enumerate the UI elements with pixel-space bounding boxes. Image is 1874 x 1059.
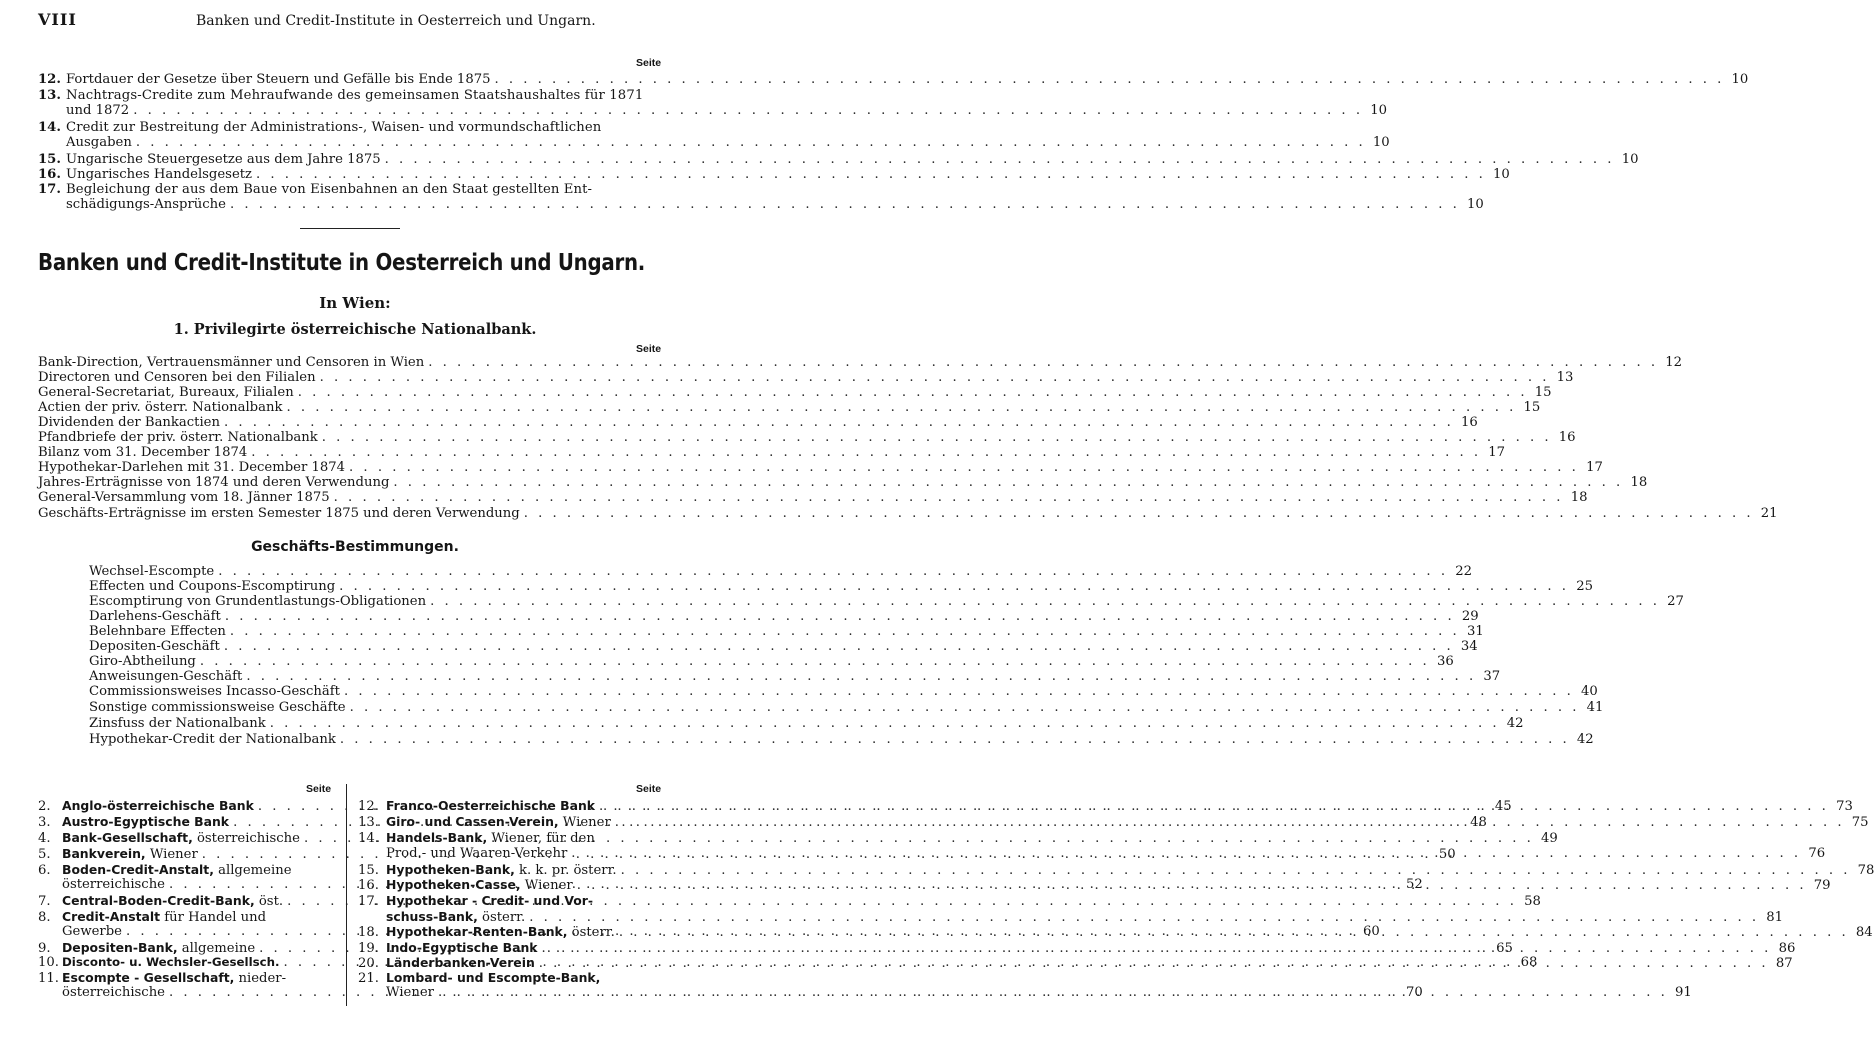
leader-dots <box>266 716 1504 731</box>
bank-name: Anglo-österreichische Bank <box>62 798 254 813</box>
leader-dots <box>132 135 1370 150</box>
item-number: 10. <box>38 955 59 970</box>
leader-dots <box>573 878 1811 893</box>
item-page: 10 <box>1370 103 1388 118</box>
running-title: Banken und Credit-Institute in Oesterreich und Ungarn. <box>196 13 596 29</box>
list-item <box>89 579 1593 594</box>
item-text: Nachtrags-Credite zum Mehraufwande des gemeinsamen Staatshaushaltes für 1871 <box>66 88 644 103</box>
geschaefts-heading: Geschäfts-Bestimmungen. <box>251 539 459 555</box>
item-text-cont: schädigungs-Ansprüche <box>66 197 226 212</box>
item-text: Jahres-Erträgnisse von 1874 und deren Verwendung <box>38 475 390 490</box>
item-text: Ungarische Steuergesetze aus dem Jahre 1875 <box>66 152 381 167</box>
leader-dots <box>221 609 1459 624</box>
item-page: 42 <box>1576 732 1594 747</box>
main-title: Banken und Credit-Institute in Oesterreich und Ungarn. <box>38 250 646 276</box>
item-text: Escomptirung von Grundentlastungs-Obligationen <box>89 594 427 609</box>
bank-name: Escompte - Gesellschaft, <box>62 970 235 985</box>
item-page: 25 <box>1576 579 1593 594</box>
seite-label-top: Seite <box>636 57 662 69</box>
item-text: Sonstige commissionsweise Geschäfte <box>89 700 346 715</box>
item-number: 12. <box>358 799 379 814</box>
item-page: 48 <box>1470 815 1487 830</box>
item-text: Darlehens-Geschäft <box>89 609 221 624</box>
list-item <box>358 893 668 909</box>
item-page: 18 <box>1570 490 1588 505</box>
list-item <box>38 182 1484 212</box>
item-text: Bank-Direction, Vertrauensmänner und Censoren in Wien <box>38 355 425 370</box>
leader-dots <box>294 385 1532 400</box>
item-page: 37 <box>1483 669 1501 684</box>
item-text: Geschäfts-Erträgnisse im ersten Semester 1875 und deren Verwendung <box>38 506 520 521</box>
list-item <box>358 830 668 846</box>
item-page: 84 <box>1855 925 1873 940</box>
item-number: 7. <box>38 894 51 909</box>
leader-dots <box>252 167 1490 182</box>
list-item <box>38 400 1541 415</box>
item-page: 78 <box>1857 863 1874 878</box>
leader-dots <box>567 846 1805 861</box>
seite-label-left: Seite <box>306 783 332 795</box>
item-page: 18 <box>1630 475 1648 490</box>
bank-desc: allgemeine <box>213 863 292 878</box>
list-item <box>38 72 1749 87</box>
item-page: 70 <box>1406 985 1423 1000</box>
list-item <box>89 624 1484 639</box>
item-page: 65 <box>1496 941 1513 956</box>
item-text: Pfandbriefe der priv. österr. Nationalbank <box>38 430 318 445</box>
item-text: Credit zur Bestreitung der Administrations-, Waisen- und vormundschaftlichen <box>66 120 602 135</box>
list-item <box>38 385 1552 400</box>
bank-desc: österr. <box>567 925 615 940</box>
leader-dots <box>129 103 1367 118</box>
leader-dots <box>345 460 1583 475</box>
in-wien-heading: In Wien: <box>319 294 391 312</box>
item-text: Bilanz vom 31. December 1874 <box>38 445 248 460</box>
leader-dots <box>316 370 1554 385</box>
list-item <box>38 370 1574 385</box>
item-page: 52 <box>1406 877 1423 892</box>
list-item <box>38 430 1576 445</box>
item-number: 11. <box>38 971 59 986</box>
leader-dots <box>336 732 1574 747</box>
item-number: 17. <box>358 894 379 909</box>
bank-name-cont: schuss-Bank, <box>386 909 478 924</box>
bank-desc: österreichische <box>192 831 300 846</box>
list-item-cont <box>358 909 1784 925</box>
bank-name: Handels-Bank, <box>386 830 488 845</box>
leader-dots <box>220 639 1458 654</box>
item-text: Belehnbare Effecten <box>89 624 226 639</box>
item-text: Depositen-Geschäft <box>89 639 220 654</box>
list-item <box>38 88 1388 118</box>
item-page: 21 <box>1760 506 1778 521</box>
item-page: 81 <box>1766 910 1784 925</box>
bank-name: Disconto- u. Wechsler-Gesellsch. <box>62 955 280 969</box>
list-item <box>89 639 1478 654</box>
list-item <box>38 460 1603 475</box>
leader-dots <box>520 506 1758 521</box>
bank-desc-cont: österreichische <box>62 985 165 1000</box>
item-page: 50 <box>1438 847 1456 862</box>
item-number: 12. <box>38 72 61 87</box>
item-number: 21. <box>358 971 379 986</box>
leader-dots <box>426 594 1664 609</box>
item-text: Anweisungen-Geschäft <box>89 669 243 684</box>
item-number: 2. <box>38 799 51 814</box>
item-page: 29 <box>1461 609 1479 624</box>
item-text: Wechsel-Escompte <box>89 564 215 579</box>
item-page: 87 <box>1775 956 1793 971</box>
bank-name: Lombard- und Escompte-Bank, <box>386 970 601 985</box>
list-item <box>358 862 1874 878</box>
bank-desc-cont: österr. <box>477 910 526 925</box>
leader-dots <box>615 925 1853 940</box>
item-page: 68 <box>1520 955 1538 970</box>
item-page: 45 <box>1494 799 1512 814</box>
bank-name: Central-Boden-Credit-Bank, <box>62 893 255 908</box>
leader-dots <box>346 700 1584 715</box>
bank-name: Hypothekar-Renten-Bank, <box>386 924 568 939</box>
leader-dots <box>538 941 1776 956</box>
bank-desc: k. k. pr. österr. <box>514 863 617 878</box>
leader-dots <box>220 415 1458 430</box>
list-item <box>89 609 1479 624</box>
list-item <box>38 506 1778 521</box>
page-number: VIII <box>38 10 77 29</box>
bank-desc: Wiener, für den <box>487 831 595 846</box>
bank-desc: öst. <box>254 894 284 909</box>
item-number: 13. <box>358 815 379 830</box>
leader-dots <box>424 355 1662 370</box>
item-text: Effecten und Coupons-Escomptirung <box>89 579 336 594</box>
item-page: 86 <box>1778 941 1796 956</box>
item-page: 49 <box>1541 831 1558 846</box>
list-item <box>38 152 1639 167</box>
item-number: 17. <box>38 182 61 197</box>
item-text: Zinsfuss der Nationalbank <box>89 716 266 731</box>
leader-dots <box>381 152 1619 167</box>
item-page: 10 <box>1493 167 1510 182</box>
item-page: 40 <box>1581 684 1598 699</box>
list-item <box>89 654 1454 669</box>
item-page: 10 <box>1372 135 1390 150</box>
item-page: 79 <box>1813 878 1831 893</box>
item-page: 42 <box>1506 716 1524 731</box>
item-number: 16. <box>38 167 61 182</box>
list-item <box>358 970 668 986</box>
list-item <box>38 355 1683 370</box>
item-number: 5. <box>38 847 51 862</box>
leader-dots <box>340 684 1578 699</box>
list-item <box>89 700 1604 715</box>
bank-name: Bankverein, <box>62 846 146 861</box>
item-page: 13 <box>1556 370 1574 385</box>
bank-desc-cont: österreichische <box>62 877 165 892</box>
bank-name: Hypotheken-Casse, <box>386 877 521 892</box>
item-number: 13. <box>38 88 61 103</box>
item-text-cont: und 1872 <box>66 103 130 118</box>
bank-name: Franco-Oesterreichische Bank <box>386 798 596 813</box>
leader-dots <box>525 910 1763 925</box>
item-page: 17 <box>1488 445 1506 460</box>
list-item <box>89 732 1594 747</box>
bank-name: Bank-Gesellschaft, <box>62 830 193 845</box>
bank-name: Giro- und Cassen-Verein, <box>386 814 559 829</box>
bank-desc: Wiener <box>558 815 611 830</box>
item-number: 14. <box>358 831 379 846</box>
item-text: Actien der priv. österr. Nationalbank <box>38 400 283 415</box>
bank-name: Depositen-Bank, <box>62 940 178 955</box>
item-page: 60 <box>1363 924 1380 939</box>
leader-dots <box>214 564 1452 579</box>
nationalbank-heading: 1. Privilegirte österreichische Nationalbank. <box>173 321 537 338</box>
item-page: 58 <box>1524 894 1541 909</box>
bank-name: Credit-Anstalt <box>62 909 161 924</box>
item-number: 15. <box>358 863 379 878</box>
item-page: 16 <box>1461 415 1478 430</box>
leader-dots <box>196 654 1434 669</box>
item-number: 18. <box>358 925 379 940</box>
list-item <box>38 415 1478 430</box>
seite-label-right: Seite <box>636 783 662 795</box>
bank-desc-cont: Wiener <box>386 985 434 1000</box>
leader-dots <box>389 475 1627 490</box>
list-item <box>89 669 1501 684</box>
item-number: 19. <box>358 941 379 956</box>
item-text: Ungarisches Handelsgesetz <box>66 167 252 182</box>
item-page: 27 <box>1667 594 1684 609</box>
item-number: 4. <box>38 831 51 846</box>
bank-desc: allgemeine <box>177 941 256 956</box>
item-page: 15 <box>1534 385 1552 400</box>
section-divider <box>300 228 400 229</box>
seite-label-nationalbank: Seite <box>636 343 662 355</box>
running-header <box>38 12 672 34</box>
item-text: Giro-Abtheilung <box>89 654 196 669</box>
item-text: Begleichung der aus dem Baue von Eisenbahnen an den Staat gestellten Ent- <box>66 182 593 197</box>
item-page: 17 <box>1586 460 1603 475</box>
bank-name: Indo-Egyptische Bank <box>386 940 538 955</box>
list-item <box>38 909 338 925</box>
item-page: 12 <box>1665 355 1683 370</box>
item-text: General-Secretariat, Bureaux, Filialen <box>38 385 294 400</box>
list-item <box>38 970 338 986</box>
leader-dots <box>535 956 1773 971</box>
leader-dots <box>434 985 1672 1000</box>
leader-dots <box>330 490 1568 505</box>
item-page: 10 <box>1731 72 1749 87</box>
item-page: 34 <box>1460 639 1478 654</box>
item-text: Hypothekar-Credit der Nationalbank <box>89 732 336 747</box>
bank-desc: Wiener <box>145 847 198 862</box>
item-page: 76 <box>1808 846 1826 861</box>
bank-desc: für Handel und <box>160 910 267 925</box>
item-number: 16. <box>358 878 379 893</box>
bank-name: Boden-Credit-Anstalt, <box>62 862 214 877</box>
leader-dots <box>226 197 1464 212</box>
item-number: 20. <box>358 956 379 971</box>
leader-dots <box>318 430 1556 445</box>
item-number: 6. <box>38 863 51 878</box>
bank-name: Hypothekar - Credit- und Vor- <box>386 893 594 908</box>
item-page: 10 <box>1621 152 1639 167</box>
leader-dots <box>226 624 1464 639</box>
item-number: 14. <box>38 120 61 135</box>
item-text: Hypothekar-Darlehen mit 31. December 1874 <box>38 460 346 475</box>
item-page: 16 <box>1558 430 1576 445</box>
bank-desc: Wiener <box>520 878 573 893</box>
item-text: General-Versammlung vom 18. Jänner 1875 <box>38 490 330 505</box>
item-page: 22 <box>1455 564 1473 579</box>
item-page: 10 <box>1467 197 1484 212</box>
item-page: 75 <box>1851 815 1869 830</box>
leader-dots <box>491 72 1729 87</box>
item-number: 9. <box>38 941 51 956</box>
bank-desc: nieder- <box>234 971 287 986</box>
item-text: Dividenden der Bankactien <box>38 415 220 430</box>
item-page: 31 <box>1466 624 1484 639</box>
item-number: 3. <box>38 815 51 830</box>
leader-dots <box>611 815 1849 830</box>
item-number: 8. <box>38 910 51 925</box>
list-item <box>38 862 338 878</box>
item-page: 41 <box>1586 700 1604 715</box>
item-page: 36 <box>1436 654 1454 669</box>
list-item <box>89 594 1684 609</box>
list-item <box>38 120 1390 150</box>
item-page: 91 <box>1675 985 1692 1000</box>
leader-dots <box>242 669 1480 684</box>
leader-dots <box>335 579 1573 594</box>
bank-name: Hypotheken-Bank, <box>386 862 515 877</box>
leader-dots <box>617 863 1855 878</box>
item-text: Fortdauer der Gesetze über Steuern und Gefälle bis Ende 1875 <box>66 72 491 87</box>
list-item <box>89 684 1598 699</box>
bank-desc-cont: Prod.- und Waaren-Verkehr <box>386 846 568 861</box>
bank-name: Länderbanken-Verein <box>386 955 535 970</box>
item-text: Directoren und Censoren bei den Filialen <box>38 370 316 385</box>
list-item <box>38 445 1506 460</box>
item-page: 15 <box>1523 400 1541 415</box>
item-page: 73 <box>1836 799 1853 814</box>
list-item <box>89 564 1473 579</box>
leader-dots <box>247 445 1485 460</box>
bank-name: Austro-Egyptische Bank <box>62 814 230 829</box>
bank-desc-cont: Gewerbe <box>62 924 122 939</box>
leader-dots <box>595 799 1833 814</box>
item-text-cont: Ausgaben <box>66 135 132 150</box>
item-text: Commissionsweises Incasso-Geschäft <box>89 684 340 699</box>
item-number: 15. <box>38 152 61 167</box>
list-item <box>38 167 1510 182</box>
leader-dots <box>282 400 1520 415</box>
list-item <box>38 475 1648 490</box>
list-item <box>38 490 1588 505</box>
list-item <box>89 716 1524 731</box>
